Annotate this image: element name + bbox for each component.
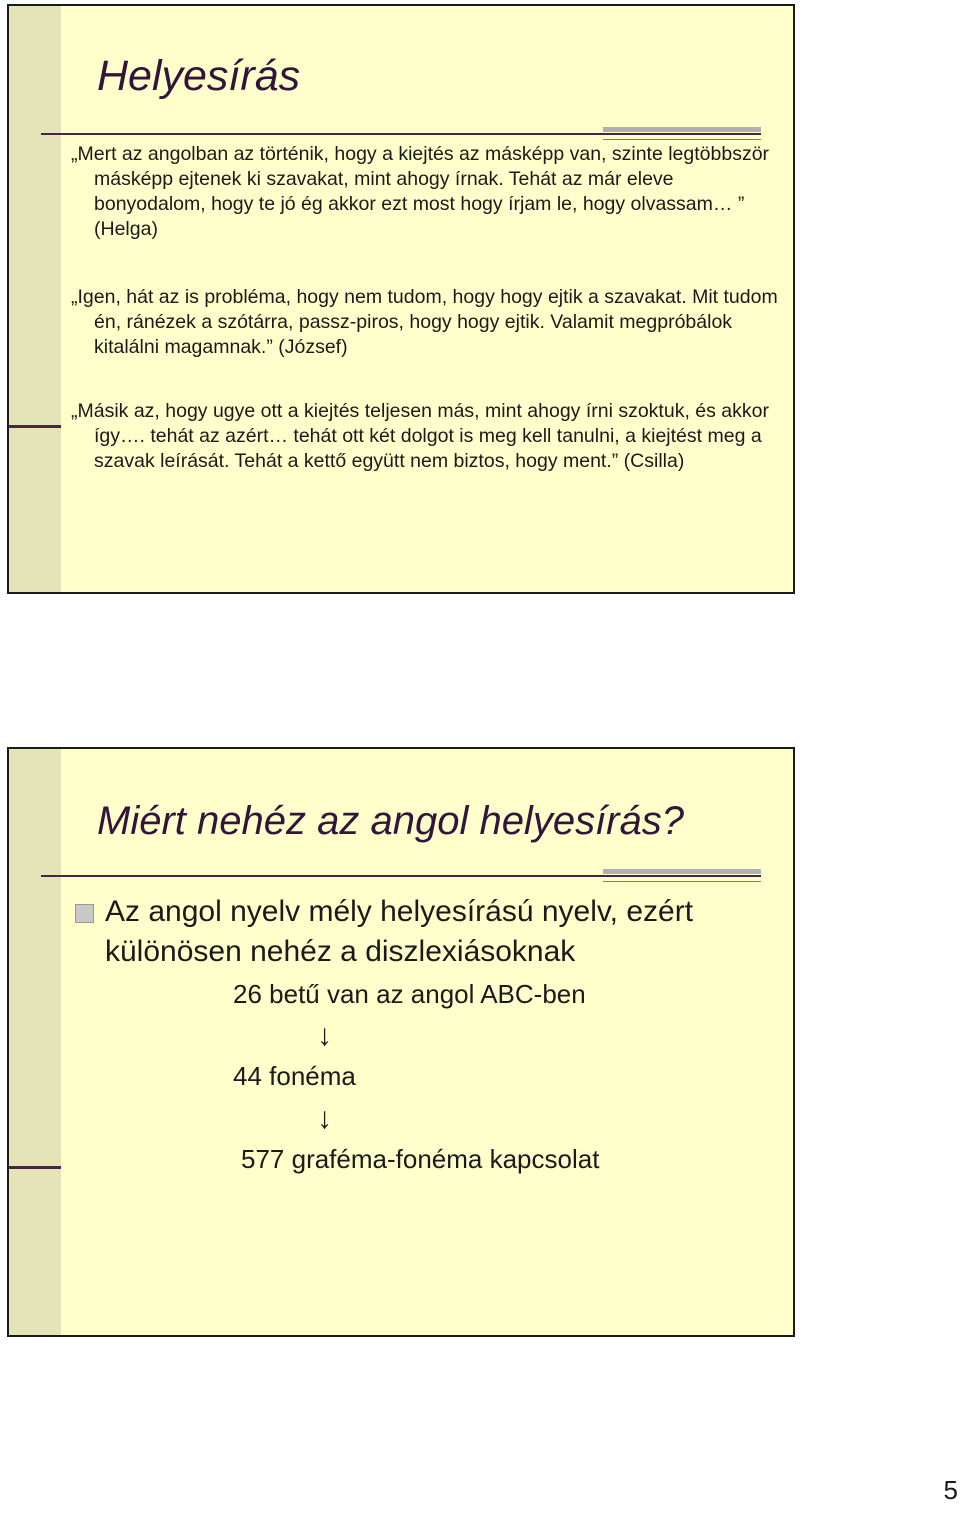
grapheme-phoneme-count: 577 graféma-fonéma kapcsolat — [241, 1144, 600, 1174]
slide-title: Helyesírás — [97, 52, 301, 100]
bullet-item — [75, 892, 775, 972]
slide-2 — [7, 747, 795, 1337]
down-arrow-icon: ↓ — [317, 1102, 332, 1135]
down-arrow-icon: ↓ — [317, 1019, 332, 1052]
rule-accent-line — [603, 139, 761, 140]
quote-jozsef: „Igen, hát az is probléma, hogy nem tudom, hogy hogy ejtik a szavakat. Mit tudom én, ránézek a szótárra, passz-piros, hogy hogy ejtik. Valamit megpróbálok kitalálni magamnak.” (József) — [71, 286, 778, 358]
rule-accent — [603, 127, 761, 132]
slide-sidebar — [9, 6, 61, 592]
phonemes-count: 44 fonéma — [233, 1061, 356, 1091]
bullet-text: Az angol nyelv mély helyesírású nyelv, ezért különösen nehéz a diszlexiásoknak — [105, 895, 694, 968]
rule-accent-line — [603, 881, 761, 882]
slide-title: Miért nehéz az angol helyesírás? — [97, 799, 684, 843]
title-rule — [41, 875, 761, 877]
square-bullet-icon — [75, 904, 94, 923]
slide-sidebar — [9, 749, 61, 1335]
sidebar-tick — [9, 1166, 61, 1169]
page-number: 5 — [943, 1475, 958, 1505]
rule-accent — [603, 869, 761, 874]
title-rule — [41, 133, 761, 135]
quote-helga: „Mert az angolban az történik, hogy a kiejtés az másképp van, szinte legtöbbször másképp ejtenek ki szavakat, mint ahogy írnak. Tehát az már eleve bonyodalom, hogy te jó ég akkor ezt most hogy írjam le, hogy olvassam… ” (Helga) — [71, 143, 770, 240]
sidebar-tick — [9, 425, 61, 428]
letters-count: 26 betű van az angol ABC-ben — [233, 979, 586, 1009]
slide-1 — [7, 4, 795, 594]
quote-csilla: „Másik az, hogy ugye ott a kiejtés teljesen más, mint ahogy írni szoktuk, és akkor így…. tehát az azért… tehát ott két dolgot is meg kell tanulni, a kiejtést meg a szavak leírását. Tehát a kettő együtt nem biztos, hogy ment.” (Csilla) — [71, 400, 769, 472]
